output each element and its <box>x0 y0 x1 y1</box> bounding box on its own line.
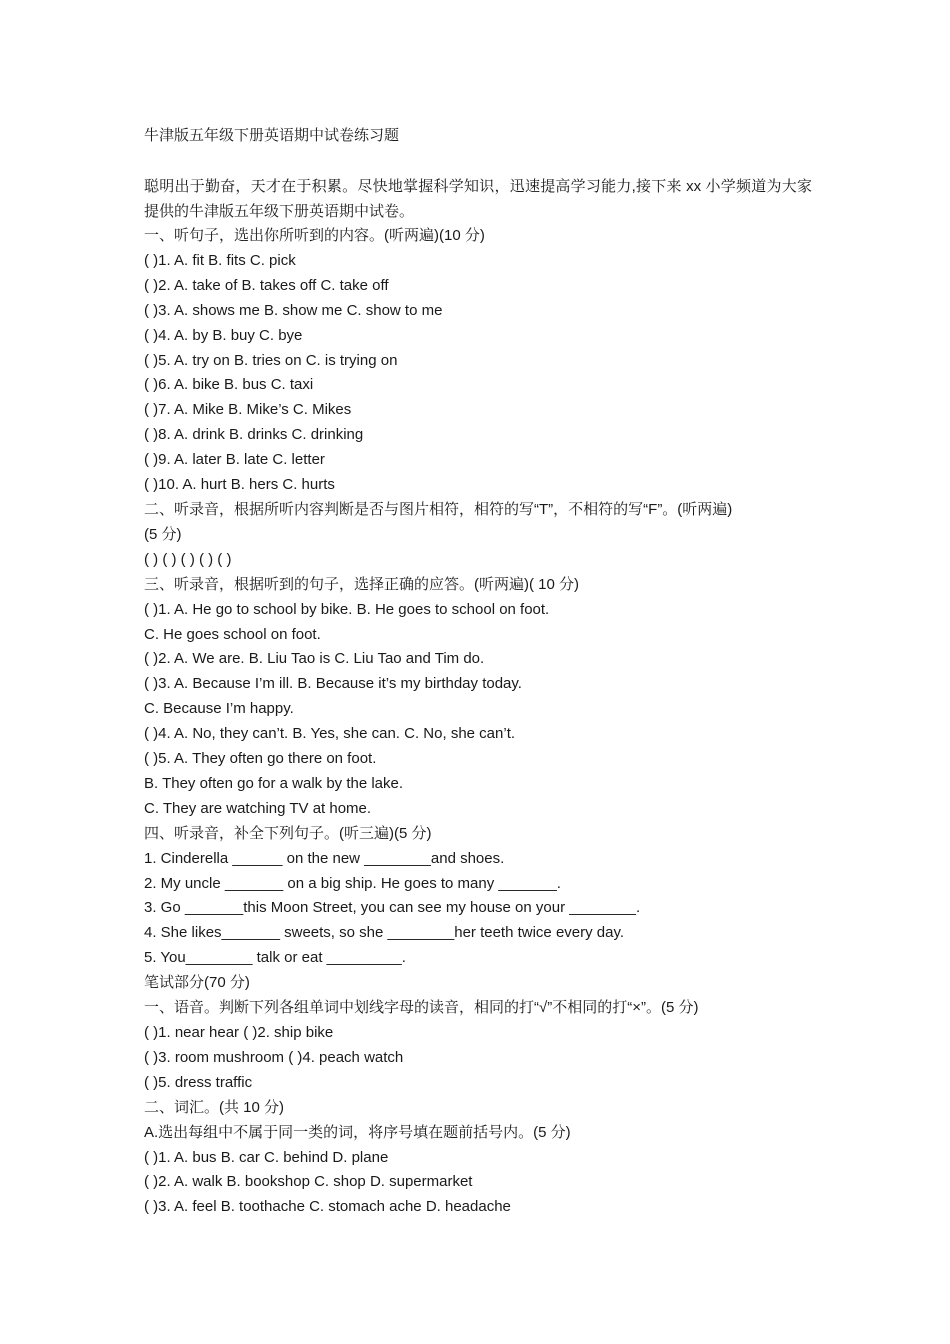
text-line: C. Because I’m happy. <box>144 700 294 718</box>
text-line: C. He goes school on foot. <box>144 625 321 643</box>
text-line: A.选出每组中不属于同一类的词，将序号填在题前括号内。(5 分) <box>144 1123 571 1141</box>
document-title: 牛津版五年级下册英语期中试卷练习题 <box>144 127 400 144</box>
text-line: ( ) ( ) ( ) ( ) ( ) <box>144 550 232 568</box>
text-line: 2. My uncle _______ on a big ship. He goes to many _______. <box>144 874 561 892</box>
text-line: 四、听录音，补全下列句子。(听三遍)(5 分) <box>144 824 432 842</box>
text-line: 1. Cinderella ______ on the new ________and shoes. <box>144 849 505 867</box>
text-line: ( )1. A. bus B. car C. behind D. plane <box>144 1148 389 1166</box>
text-line: 一、语音。判断下列各组单词中划线字母的读音，相同的打“√”不相同的打“×”。(5 分) <box>144 999 699 1017</box>
text-line: ( )10. A. hurt B. hers C. hurts <box>144 476 335 494</box>
text-line: 5. You________ talk or eat _________. <box>144 949 406 967</box>
text-line: ( )2. A. We are. B. Liu Tao is C. Liu Tao and Tim do. <box>144 650 485 668</box>
text-line: 3. Go _______this Moon Street, you can see my house on your ________. <box>144 899 641 917</box>
intro-paragraph: 聪明出于勤奋，天才在于积累。尽快地掌握科学知识，迅速提高学习能力,接下来 xx 小学频道为大家提供的牛津版五年级下册英语期中试卷。 <box>144 178 812 220</box>
text-line: B. They often go for a walk by the lake. <box>144 774 404 792</box>
text-line: 二、词汇。(共 10 分) <box>144 1098 285 1116</box>
text-line: C. They are watching TV at home. <box>144 799 372 817</box>
text-line: ( )2. A. take of B. takes off C. take off <box>144 276 389 294</box>
text-line: ( )3. room mushroom ( )4. peach watch <box>144 1048 404 1066</box>
text-line: 笔试部分(70 分) <box>144 974 250 992</box>
text-line: ( )8. A. drink B. drinks C. drinking <box>144 426 364 444</box>
text-line: ( )5. A. try on B. tries on C. is trying on <box>144 351 398 369</box>
text-line: ( )1. A. He go to school by bike. B. He goes to school on foot. <box>144 600 550 618</box>
text-line: ( )2. A. walk B. bookshop C. shop D. supermarket <box>144 1173 473 1191</box>
text-line: ( )6. A. bike B. bus C. taxi <box>144 376 314 394</box>
text-line: ( )4. A. No, they can’t. B. Yes, she can. C. No, she can’t. <box>144 725 516 743</box>
text-line: ( )7. A. Mike B. Mike’s C. Mikes <box>144 401 352 419</box>
text-line: (5 分) <box>144 525 182 543</box>
text-line: ( )1. A. fit B. fits C. pick <box>144 251 296 269</box>
text-line: ( )9. A. later B. late C. letter <box>144 451 325 469</box>
text-line: ( )3. A. shows me B. show me C. show to me <box>144 301 443 319</box>
text-line: 三、听录音，根据听到的句子，选择正确的应答。(听两遍)( 10 分) <box>144 575 580 593</box>
question-lines <box>144 224 812 1220</box>
text-line: ( )4. A. by B. buy C. bye <box>144 326 303 344</box>
text-line: ( )5. A. They often go there on foot. <box>144 750 377 768</box>
text-line: ( )3. A. Because I’m ill. B. Because it’s my birthday today. <box>144 675 522 693</box>
text-line: ( )5. dress traffic <box>144 1073 253 1091</box>
text-line: 一、听句子，选出你所听到的内容。(听两遍)(10 分) <box>144 227 485 244</box>
text-line: ( )3. A. feel B. toothache C. stomach ache D. headache <box>144 1198 511 1216</box>
document-page <box>144 124 812 1220</box>
text-line: ( )1. near hear ( )2. ship bike <box>144 1024 334 1041</box>
text-line: 4. She likes_______ sweets, so she ________her teeth twice every day. <box>144 924 625 942</box>
text-line: 二、听录音，根据所听内容判断是否与图片相符，相符的写“T”，不相符的写“F”。(听两遍) <box>144 500 733 518</box>
